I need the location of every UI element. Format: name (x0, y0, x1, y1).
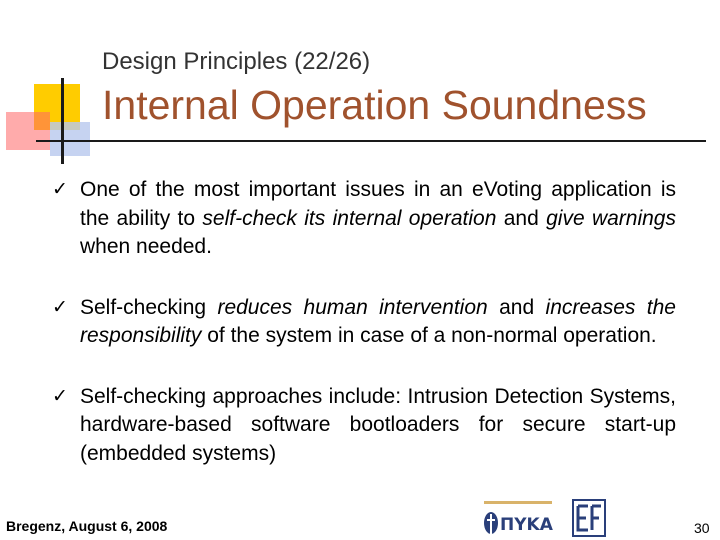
text-segment-italic: self-check its internal operation (202, 206, 497, 230)
pyka-logo (482, 498, 554, 538)
text-segment: Self-checking (80, 295, 218, 319)
text-segment-italic: reduces human intervention (217, 295, 488, 319)
checkmark-icon: ✓ (52, 296, 68, 318)
bullet-text (80, 176, 676, 262)
pyka-logo-text: ΠΥΚΑ (500, 515, 553, 535)
title-decoration (0, 0, 110, 170)
footer-date: Bregenz, August 6, 2008 (6, 518, 168, 534)
ef-logo (572, 498, 606, 538)
bullet-list (52, 176, 676, 500)
text-segment: and (487, 295, 546, 319)
text-segment: Self-checking approaches include: Intrusion Detection Systems, hardware-based software bootloaders for secure start-up (embedded systems) (80, 384, 676, 465)
page-number: 30 (694, 520, 710, 536)
text-segment: One of the most important issues in an eVoting application is the ability to (80, 178, 676, 230)
bullet-item-1 (52, 176, 676, 262)
bullet-item-3 (52, 383, 676, 469)
checkmark-icon: ✓ (52, 179, 68, 200)
text-segment: of the system in case of a non-normal operation. (201, 324, 657, 347)
bullet-text (80, 383, 676, 469)
slide-subtitle: Design Principles (22/26) (102, 48, 371, 75)
bullet-item-2 (52, 294, 676, 351)
text-segment: and (496, 206, 547, 230)
bullet-text (80, 294, 676, 351)
text-segment-italic: increases the responsibility (80, 295, 676, 347)
decoration-red-square (6, 112, 50, 150)
title-underline (36, 140, 706, 142)
checkmark-icon: ✓ (52, 385, 68, 407)
text-segment: when needed. (80, 235, 212, 258)
slide-title: Internal Operation Soundness (102, 82, 647, 128)
decoration-vertical-line (61, 78, 64, 164)
text-segment-italic: give warnings (546, 206, 676, 230)
decoration-blue-square (50, 122, 90, 156)
